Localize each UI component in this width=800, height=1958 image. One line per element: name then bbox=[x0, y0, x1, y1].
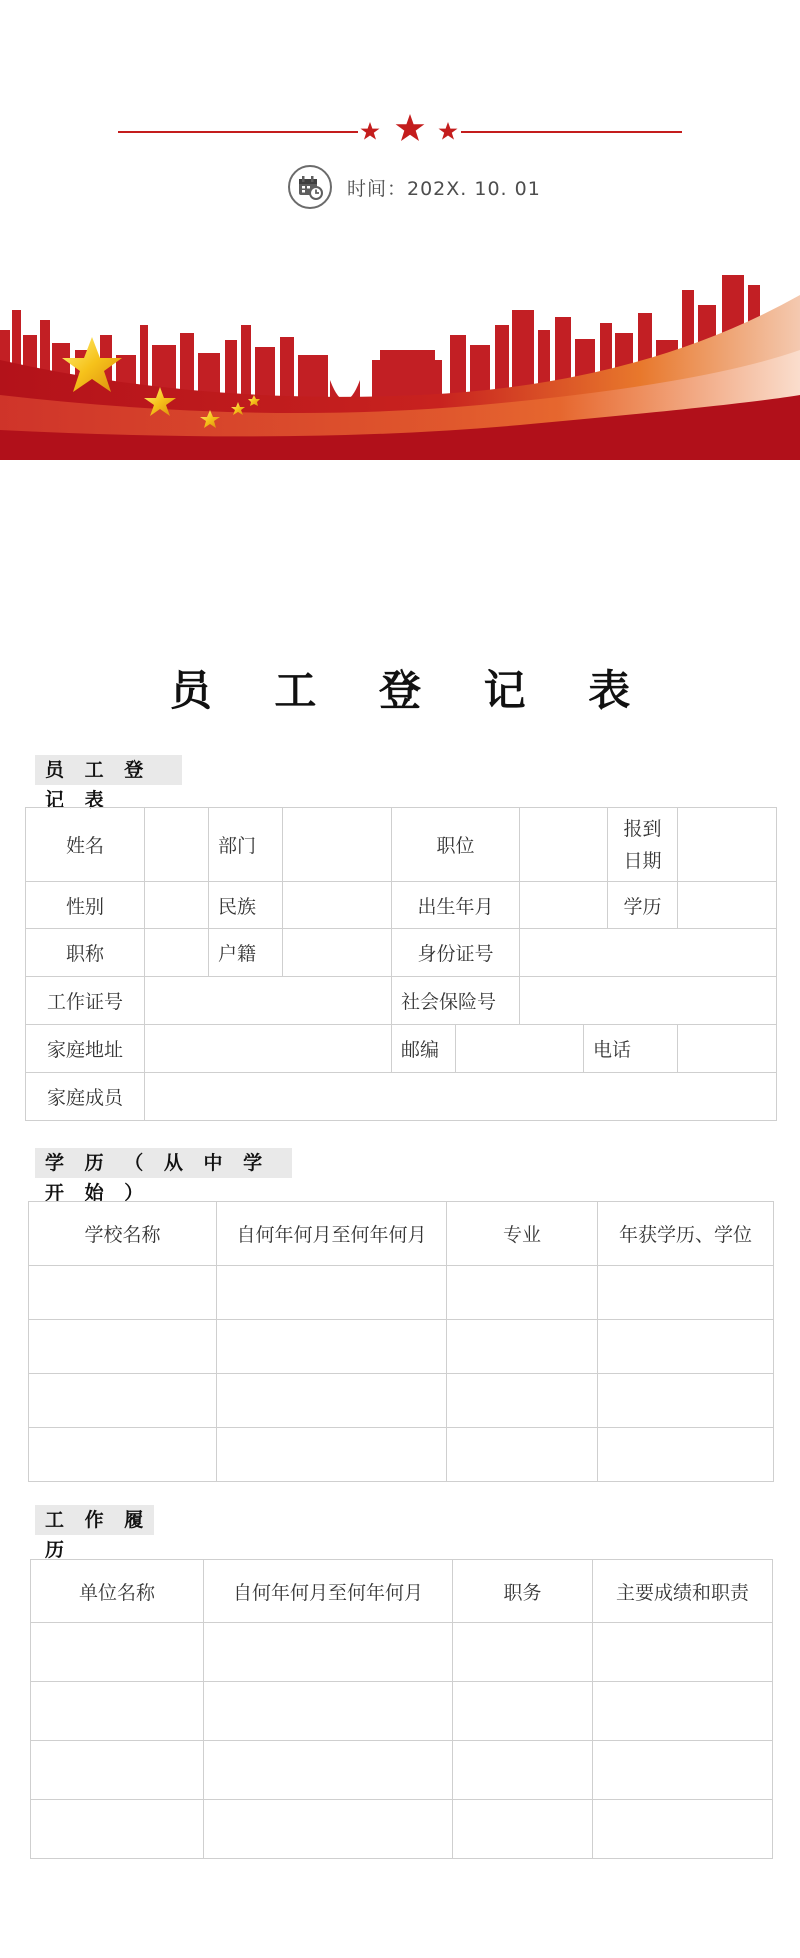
column-header: 单位名称 bbox=[31, 1560, 204, 1623]
table-row bbox=[31, 1623, 773, 1682]
label-report-date-line: 报到 bbox=[623, 817, 662, 840]
table-cell[interactable] bbox=[217, 1428, 447, 1482]
table-cell[interactable] bbox=[447, 1320, 598, 1374]
table-cell[interactable] bbox=[204, 1800, 453, 1859]
table-cell[interactable] bbox=[217, 1374, 447, 1428]
label-gender: 性别 bbox=[26, 882, 145, 929]
input-family[interactable] bbox=[145, 1073, 777, 1121]
column-header: 专业 bbox=[447, 1202, 598, 1266]
table-cell[interactable] bbox=[31, 1741, 204, 1800]
table-row bbox=[31, 1741, 773, 1800]
label-phone: 电话 bbox=[584, 1025, 678, 1073]
input-position[interactable] bbox=[520, 808, 608, 882]
star-icon bbox=[396, 114, 425, 141]
input-gender[interactable] bbox=[145, 882, 209, 929]
table-header-row bbox=[29, 1202, 774, 1266]
header-divider-right bbox=[461, 131, 682, 133]
table-cell[interactable] bbox=[29, 1428, 217, 1482]
date-text: 时间：202X. 10. 01 bbox=[347, 177, 541, 200]
table-cell[interactable] bbox=[598, 1266, 774, 1320]
label-work-permit: 工作证号 bbox=[26, 977, 145, 1025]
input-hukou[interactable] bbox=[283, 929, 392, 977]
label-social-insurance: 社会保险号 bbox=[392, 977, 520, 1025]
label-name: 姓名 bbox=[26, 808, 145, 882]
table-cell[interactable] bbox=[598, 1320, 774, 1374]
column-header: 职务 bbox=[453, 1560, 593, 1623]
label-address: 家庭地址 bbox=[26, 1025, 145, 1073]
label-ethnicity: 民族 bbox=[209, 882, 283, 929]
column-header: 学校名称 bbox=[29, 1202, 217, 1266]
table-cell[interactable] bbox=[598, 1428, 774, 1482]
label-department: 部门 bbox=[209, 808, 283, 882]
input-education[interactable] bbox=[678, 882, 777, 929]
table-row bbox=[26, 977, 777, 1025]
table-row bbox=[29, 1374, 774, 1428]
table-cell[interactable] bbox=[204, 1741, 453, 1800]
work-history-table bbox=[30, 1559, 773, 1859]
label-position: 职位 bbox=[392, 808, 520, 882]
table-cell[interactable] bbox=[217, 1320, 447, 1374]
table-cell[interactable] bbox=[447, 1374, 598, 1428]
column-header: 主要成绩和职责 bbox=[593, 1560, 773, 1623]
table-cell[interactable] bbox=[598, 1374, 774, 1428]
skyline-banner bbox=[0, 255, 800, 460]
table-cell[interactable] bbox=[31, 1623, 204, 1682]
table-cell[interactable] bbox=[29, 1320, 217, 1374]
label-report-date-line: 日期 bbox=[623, 849, 662, 872]
input-id-number[interactable] bbox=[520, 929, 777, 977]
input-address[interactable] bbox=[145, 1025, 392, 1073]
table-row bbox=[26, 808, 777, 882]
label-birth: 出生年月 bbox=[392, 882, 520, 929]
date-row bbox=[288, 165, 541, 209]
table-row bbox=[31, 1800, 773, 1859]
label-report-date bbox=[608, 808, 678, 882]
column-header: 年获学历、学位 bbox=[598, 1202, 774, 1266]
input-name[interactable] bbox=[145, 808, 209, 882]
table-row bbox=[29, 1320, 774, 1374]
input-department[interactable] bbox=[283, 808, 392, 882]
input-title[interactable] bbox=[145, 929, 209, 977]
input-social-insurance[interactable] bbox=[520, 977, 777, 1025]
page-title: 员 工 登 记 表 bbox=[169, 666, 655, 715]
table-row bbox=[29, 1266, 774, 1320]
table-cell[interactable] bbox=[31, 1682, 204, 1741]
input-postcode[interactable] bbox=[456, 1025, 584, 1073]
table-cell[interactable] bbox=[447, 1428, 598, 1482]
table-header-row bbox=[31, 1560, 773, 1623]
table-cell[interactable] bbox=[593, 1682, 773, 1741]
label-title: 职称 bbox=[26, 929, 145, 977]
table-cell[interactable] bbox=[29, 1374, 217, 1428]
table-cell[interactable] bbox=[453, 1741, 593, 1800]
star-icon bbox=[439, 122, 458, 140]
input-work-permit[interactable] bbox=[145, 977, 392, 1025]
table-row bbox=[26, 1073, 777, 1121]
table-cell[interactable] bbox=[204, 1682, 453, 1741]
star-icon bbox=[361, 122, 380, 140]
table-row bbox=[26, 1025, 777, 1073]
education-table bbox=[28, 1201, 774, 1482]
table-row bbox=[29, 1428, 774, 1482]
table-row bbox=[26, 882, 777, 929]
registration-table bbox=[25, 807, 777, 1121]
column-header: 自何年何月至何年何月 bbox=[217, 1202, 447, 1266]
table-cell[interactable] bbox=[453, 1682, 593, 1741]
column-header: 自何年何月至何年何月 bbox=[204, 1560, 453, 1623]
section-label-work: 工 作 履 历 bbox=[35, 1505, 154, 1535]
table-cell[interactable] bbox=[29, 1266, 217, 1320]
section-label-registration: 员 工 登 记 表 bbox=[35, 755, 182, 785]
table-cell[interactable] bbox=[593, 1623, 773, 1682]
label-hukou: 户籍 bbox=[209, 929, 283, 977]
section-label-education: 学 历 （ 从 中 学 开 始 ） bbox=[35, 1148, 292, 1178]
table-cell[interactable] bbox=[593, 1800, 773, 1859]
table-row bbox=[31, 1682, 773, 1741]
input-birth[interactable] bbox=[520, 882, 608, 929]
label-education: 学历 bbox=[608, 882, 678, 929]
input-ethnicity[interactable] bbox=[283, 882, 392, 929]
table-cell[interactable] bbox=[593, 1741, 773, 1800]
label-family: 家庭成员 bbox=[26, 1073, 145, 1121]
calendar-clock-icon bbox=[288, 165, 332, 209]
table-cell[interactable] bbox=[217, 1266, 447, 1320]
table-cell[interactable] bbox=[204, 1623, 453, 1682]
table-cell[interactable] bbox=[31, 1800, 204, 1859]
table-cell[interactable] bbox=[453, 1623, 593, 1682]
header-stars bbox=[356, 112, 464, 150]
table-cell[interactable] bbox=[453, 1800, 593, 1859]
table-cell[interactable] bbox=[447, 1266, 598, 1320]
label-id-number: 身份证号 bbox=[392, 929, 520, 977]
header-divider-left bbox=[118, 131, 358, 133]
input-phone[interactable] bbox=[678, 1025, 777, 1073]
input-report-date[interactable] bbox=[678, 808, 777, 882]
table-row bbox=[26, 929, 777, 977]
label-postcode: 邮编 bbox=[392, 1025, 456, 1073]
